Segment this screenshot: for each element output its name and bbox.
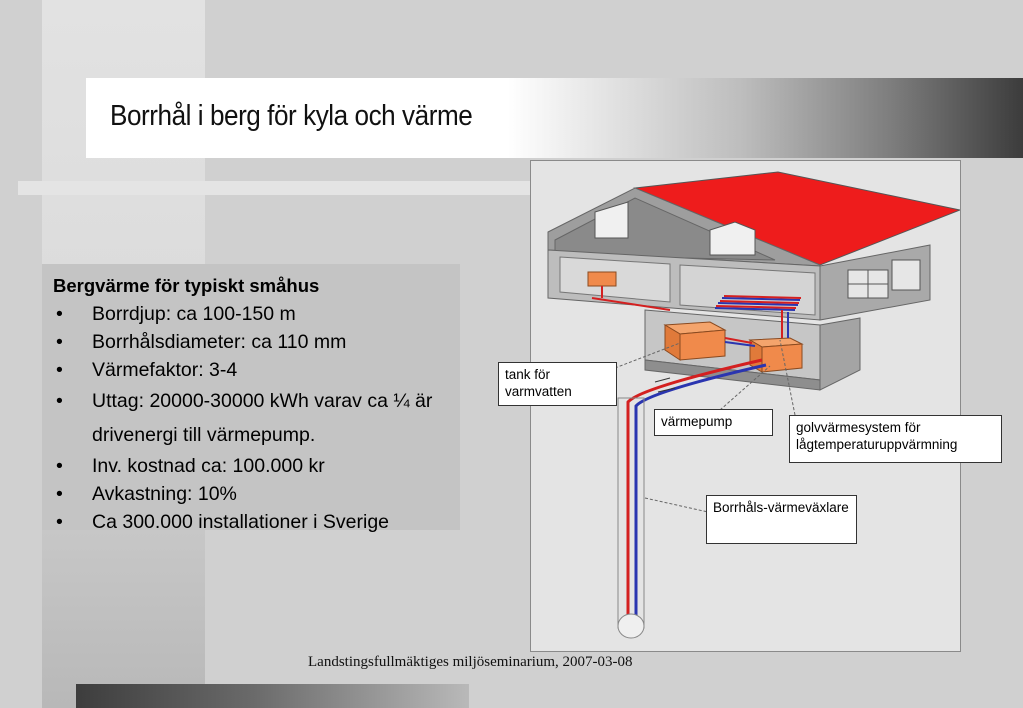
floor-heating-label: golvvärmesystem för lågtemperaturuppvärmning bbox=[789, 415, 1002, 463]
borehole-bottom bbox=[618, 614, 644, 638]
basement-side bbox=[820, 318, 860, 390]
bullet-item: • Uttag: 20000-30000 kWh varav ca ¼ är drivenergi till värmepump. bbox=[53, 384, 452, 452]
bullet-item: • Avkastning: 10% bbox=[53, 480, 473, 508]
bullet-item: • Värmefaktor: 3-4 bbox=[53, 356, 473, 384]
background-strip bbox=[18, 181, 530, 195]
borehole bbox=[618, 398, 644, 628]
tank-unit bbox=[665, 322, 725, 360]
bullet-item: • Ca 300.000 installationer i Sverige bbox=[53, 508, 392, 536]
bottom-bar bbox=[76, 684, 469, 708]
floor-heating-coils bbox=[715, 296, 801, 310]
borehole-label: Borrhåls-värmeväxlare bbox=[706, 495, 857, 544]
content-heading: Bergvärme för typiskt småhus bbox=[53, 275, 320, 296]
heat-pump-label: värmepump bbox=[654, 409, 773, 436]
bullet-list bbox=[53, 300, 473, 536]
attic-tank bbox=[588, 272, 616, 286]
footer: Landstingsfullmäktiges miljöseminarium, 2007-03-08 bbox=[308, 654, 633, 670]
bullet-item: • Borrhålsdiameter: ca 110 mm bbox=[53, 328, 473, 356]
house-diagram bbox=[530, 160, 960, 652]
bullet-item: • Inv. kostnad ca: 100.000 kr bbox=[53, 452, 473, 480]
bullet-item: • Borrdjup: ca 100-150 m bbox=[53, 300, 473, 328]
slide-title: Borrhål i berg för kyla och värme bbox=[110, 100, 473, 132]
side-window bbox=[892, 260, 920, 290]
text-content bbox=[53, 272, 473, 536]
borehole-pipes bbox=[628, 360, 766, 615]
tank-label: tank för varmvatten bbox=[498, 362, 617, 406]
